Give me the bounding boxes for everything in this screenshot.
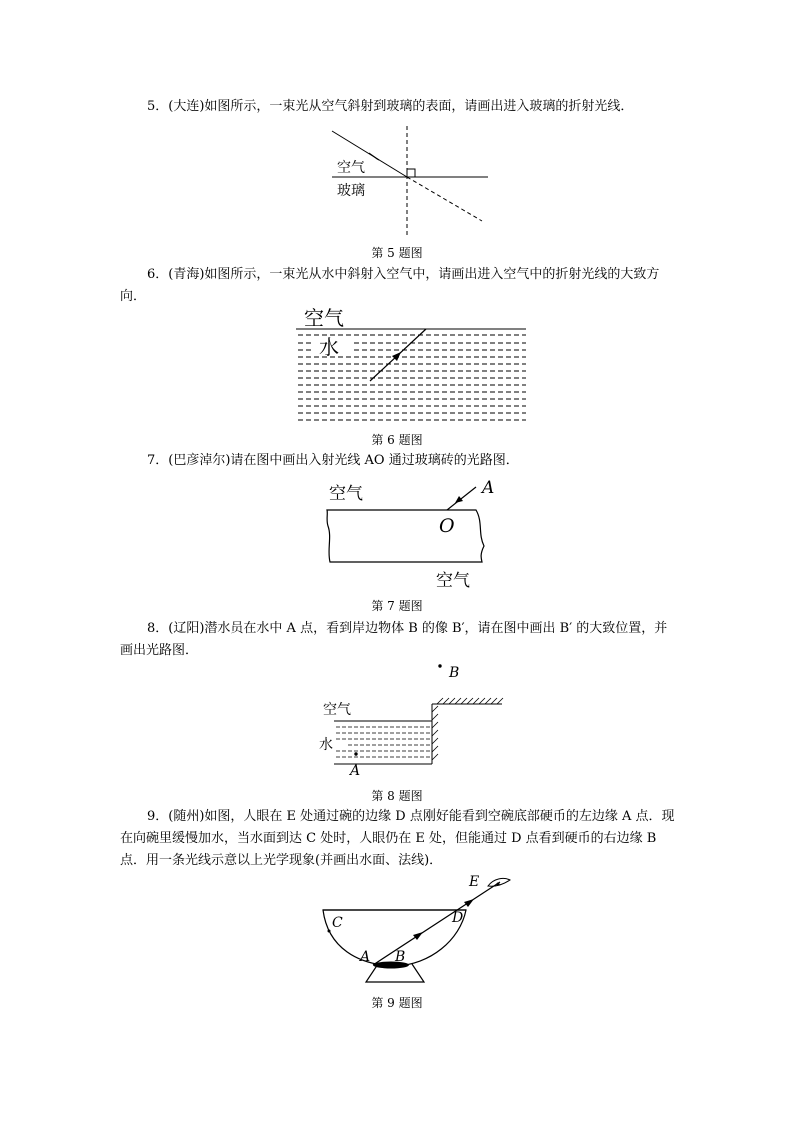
caption-7: 第 7 题图 (371, 599, 423, 613)
point-a-dot (354, 752, 357, 755)
question-8-text: 8．(辽阳)潜水员在水中 A 点，看到岸边物体 B 的像 B′，请在图中画出 B′ 的大致位置，并画出光路图． (120, 621, 668, 658)
label-air: 空气 (337, 160, 365, 176)
arrow-icon-lower (413, 932, 423, 940)
arrow-icon-upper (464, 899, 474, 907)
arrow-icon (369, 153, 379, 160)
label-water: 水 (319, 335, 339, 359)
label-air-top: 空气 (329, 484, 363, 504)
question-5-text: 5．(大连)如图所示，一束光从空气斜射到玻璃的表面，请画出进入玻璃的折射光线． (147, 99, 634, 114)
incident-ray (447, 487, 476, 510)
right-angle-mark (407, 169, 415, 177)
question-6-text: 6．(青海)如图所示，一束光从水中斜射入空气中，请画出进入空气中的折射光线的大致方向． (120, 267, 660, 304)
eye-pupil (497, 883, 500, 886)
label-point-o: O (439, 515, 455, 537)
point-c-dot (328, 930, 331, 933)
figure-8 (318, 660, 508, 780)
figure-7 (324, 474, 504, 594)
label-point-b: B (449, 665, 460, 681)
label-point-a: A (360, 949, 371, 965)
point-b-dot (438, 664, 441, 667)
label-water: 水 (319, 737, 333, 753)
caption-6: 第 6 题图 (371, 433, 423, 447)
label-point-a: A (482, 478, 495, 498)
arrow-icon (455, 496, 463, 503)
label-air-bottom: 空气 (436, 571, 470, 591)
figure-6 (294, 302, 530, 427)
figure-9 (320, 870, 510, 985)
label-point-d: D (452, 910, 464, 926)
question-9-text: 9．(随州)如图，人眼在 E 处通过碗的边缘 D 点刚好能看到空碗底部硬币的左边缘 A 点．现在向碗里缓慢加水，当水面到达 C 处时，人眼仍在 E 处，但能通过 D 点看到硬币的右边缘 B 点．用一条光线示意以上光学现象(并画出水面、法线)． (120, 809, 675, 868)
caption-5: 第 5 题图 (371, 246, 423, 260)
bank-hatching (432, 698, 503, 760)
label-air: 空气 (323, 702, 351, 718)
figure-5 (320, 126, 510, 241)
label-glass: 玻璃 (337, 183, 365, 199)
label-air: 空气 (304, 306, 344, 330)
water-hatching (336, 727, 430, 757)
caption-9: 第 9 题图 (371, 996, 423, 1010)
glass-brick (327, 510, 484, 562)
label-point-a: A (350, 763, 361, 779)
label-point-c: C (332, 915, 343, 931)
caption-8: 第 8 题图 (371, 789, 423, 803)
question-7-text: 7．(巴彦淖尔)请在图中画出入射光线 AO 通过玻璃砖的光路图． (147, 453, 519, 468)
label-point-b: B (395, 949, 406, 965)
extension-line (407, 177, 482, 221)
label-point-e: E (469, 874, 480, 890)
